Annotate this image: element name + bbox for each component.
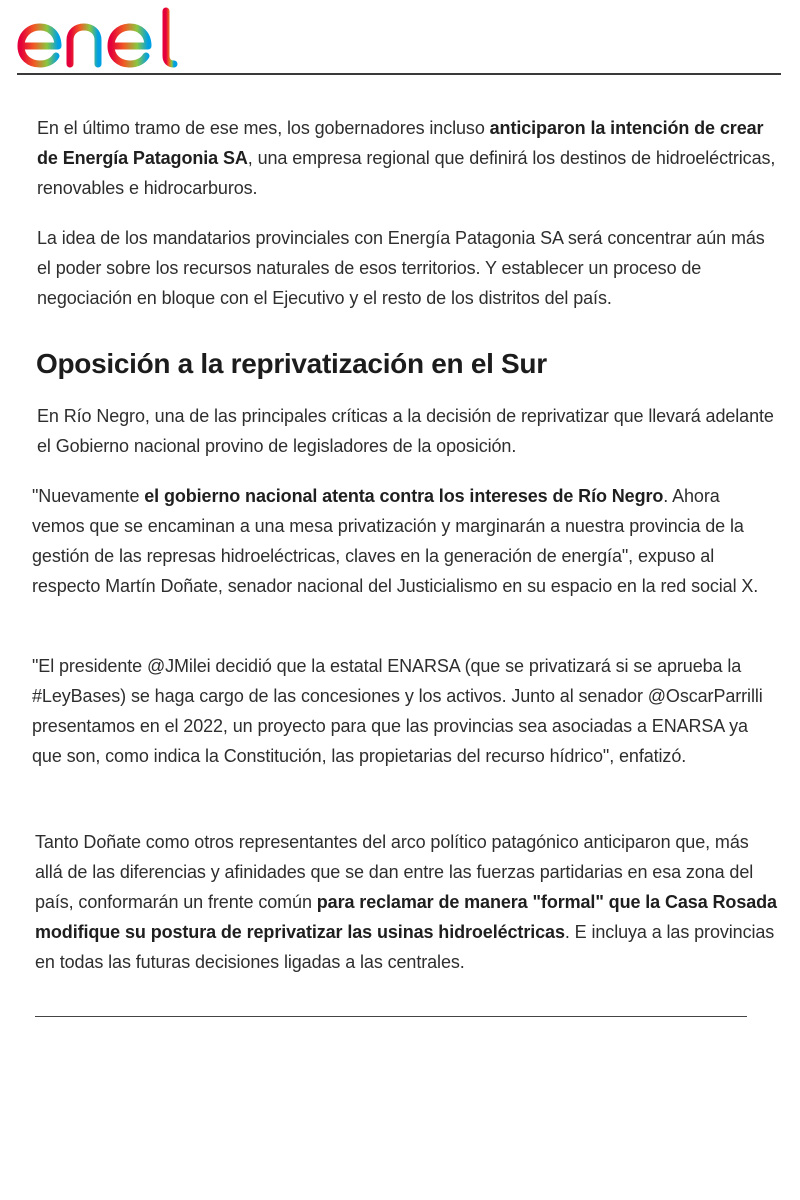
paragraph-frente-comun (35, 827, 777, 977)
paragraph-text: , una empresa regional que definirá los destinos de hidroeléctricas, renovables e hidrocarburos. (37, 148, 776, 198)
enel-logo[interactable] (16, 6, 186, 70)
paragraph-bold: para reclamar de manera "formal" que la Casa Rosada modifique su postura de reprivatizar las usinas hidroeléctricas (35, 892, 777, 942)
quote-bold: el gobierno nacional atenta contra los intereses de Río Negro (144, 486, 664, 506)
paragraph-text: En el último tramo de ese mes, los gobernadores incluso (37, 118, 490, 138)
quote-donate (32, 481, 777, 601)
quote-text: . Ahora vemos que se encaminan a una mesa privatización y marginarán a nuestra provincia de la gestión de las represas hidroeléctricas, claves en la generación de energía", expuso al respecto Martín Doñate, senador nacional del Justicialismo en su espacio en la red social X. (32, 486, 759, 596)
site-header (0, 0, 800, 76)
header-divider (17, 73, 781, 75)
paragraph-energia-patagonia (37, 113, 777, 203)
paragraph-rio-negro: En Río Negro, una de las principales críticas a la decisión de reprivatizar que llevará adelante el Gobierno nacional provino de legisladores de la oposición. (37, 406, 774, 456)
paragraph-bold: anticiparon la intención de crear de Energía Patagonia SA (37, 118, 764, 168)
article-end-divider (35, 1016, 747, 1017)
section-heading: Oposición a la reprivatización en el Sur (36, 348, 547, 379)
quote-enarsa: "El presidente @JMilei decidió que la estatal ENARSA (que se privatizará si se aprueba la #LeyBases) se haga cargo de las concesiones y los activos. Junto al senador @OscarParrilli presentamos en el 2022, un proyecto para que las provincias sea asociadas a ENARSA ya que son, como indica la Constitución, las propietarias del recurso hídrico", enfatizó. (32, 656, 763, 766)
paragraph-text: . E incluya a las provincias en todas las futuras decisiones ligadas a las centrales. (35, 922, 775, 972)
paragraph-text: Tanto Doñate como otros representantes del arco político patagónico anticiparon que, más allá de las diferencias y afinidades que se dan entre las fuerzas partidarias en esa zona del país, conformarán un frente común (35, 832, 754, 912)
paragraph-mandatarios: La idea de los mandatarios provinciales con Energía Patagonia SA será concentrar aún más el poder sobre los recursos naturales de esos territorios. Y establecer un proceso de negociación en bloque con el Ejecutivo y el resto de los distritos del país. (37, 228, 765, 308)
quote-text: "Nuevamente (32, 486, 145, 506)
